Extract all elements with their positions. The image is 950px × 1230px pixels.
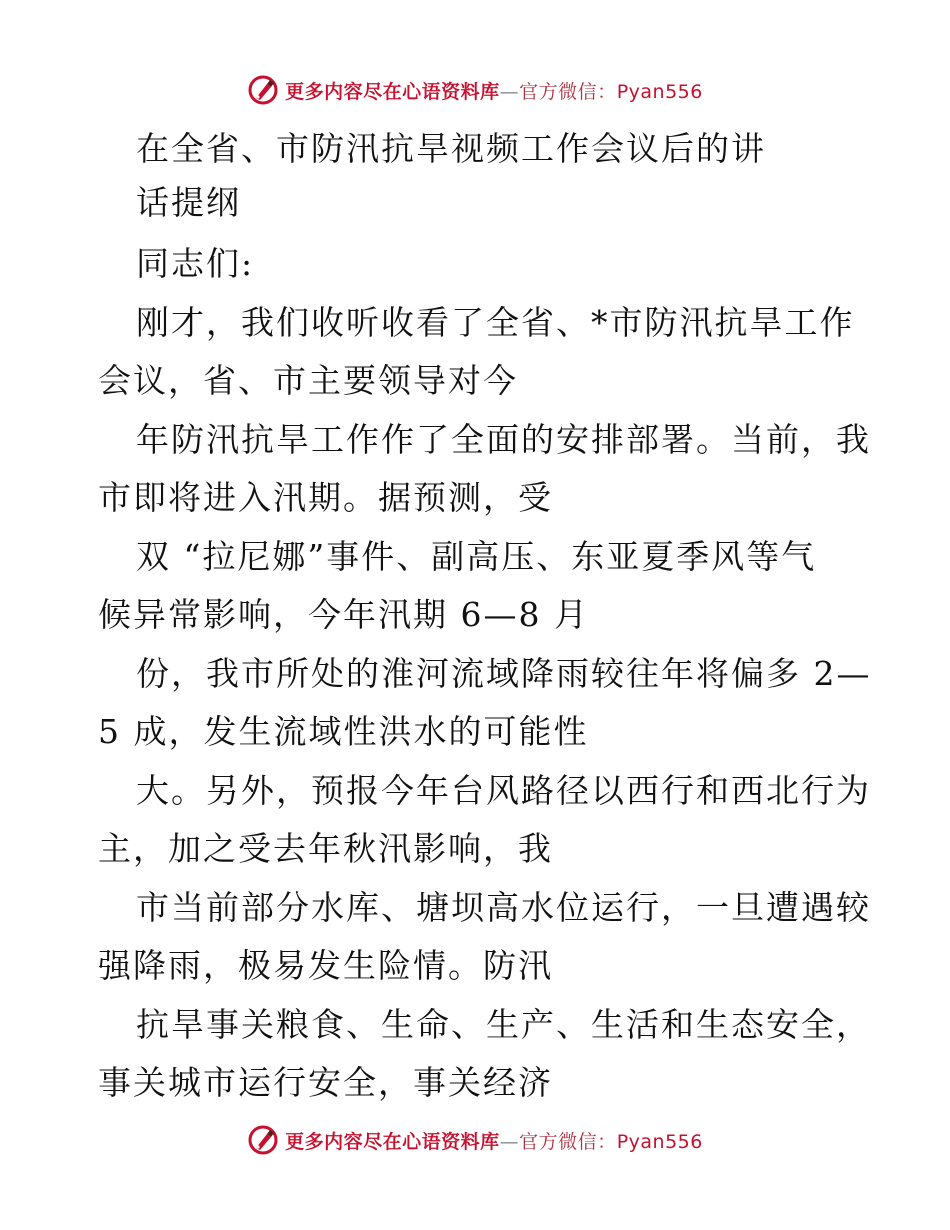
pen-circle-logo-icon <box>247 74 279 106</box>
doc-line-6: 年防汛抗旱工作作了全面的安排部署。当前，我 <box>136 420 871 459</box>
footer-banner <box>0 1122 950 1158</box>
doc-line-8: 双 “拉尼娜”事件、副高压、东亚夏季风等气 <box>136 537 817 576</box>
banner-separator: — <box>499 80 520 103</box>
doc-line-17: 事关城市运行安全，事关经济 <box>98 1063 553 1102</box>
banner-content-footer <box>247 1124 703 1156</box>
banner-brand-footer: 更多内容尽在心语资料库 <box>285 1130 500 1153</box>
doc-line-13: 主，加之受去年秋汛影响，我 <box>98 829 553 868</box>
doc-salutation: 同志们: <box>136 244 255 283</box>
banner-text-footer <box>285 1127 703 1154</box>
doc-line-16: 抗旱事关粮食、生命、生产、生活和生态安全， <box>136 1005 871 1044</box>
banner-wechat-id-footer: Pyan556 <box>616 1130 703 1153</box>
banner-wechat-label-footer: 官方微信： <box>519 1130 617 1153</box>
doc-line-11: 5 成，发生流域性洪水的可能性 <box>98 712 589 751</box>
pen-circle-logo-icon <box>247 1124 279 1156</box>
banner-wechat-id: Pyan556 <box>616 80 703 103</box>
doc-line-7: 市即将进入汛期。据预测，受 <box>98 478 553 517</box>
header-banner <box>0 72 950 108</box>
doc-line-9: 候异常影响，今年汛期 6—8 月 <box>98 595 589 634</box>
doc-line-10: 份，我市所处的淮河流域降雨较往年将偏多 2— <box>136 654 872 693</box>
banner-brand: 更多内容尽在心语资料库 <box>285 80 500 103</box>
doc-line-15: 强降雨，极易发生险情。防汛 <box>98 946 553 985</box>
doc-line-5: 会议，省、市主要领导对今 <box>98 361 518 400</box>
banner-content <box>247 74 703 106</box>
doc-title-line-2: 话提纲 <box>136 183 241 222</box>
banner-text <box>285 77 703 104</box>
doc-title-line-1: 在全省、市防汛抗旱视频工作会议后的讲 <box>136 129 766 168</box>
doc-line-12: 大。另外，预报今年台风路径以西行和西北行为 <box>136 771 871 810</box>
banner-wechat-label: 官方微信： <box>519 80 617 103</box>
doc-line-14: 市当前部分水库、塘坝高水位运行，一旦遭遇较 <box>136 888 871 927</box>
doc-line-4: 刚才，我们收听收看了全省、*市防汛抗旱工作 <box>136 303 855 342</box>
banner-separator-footer: — <box>499 1130 520 1153</box>
